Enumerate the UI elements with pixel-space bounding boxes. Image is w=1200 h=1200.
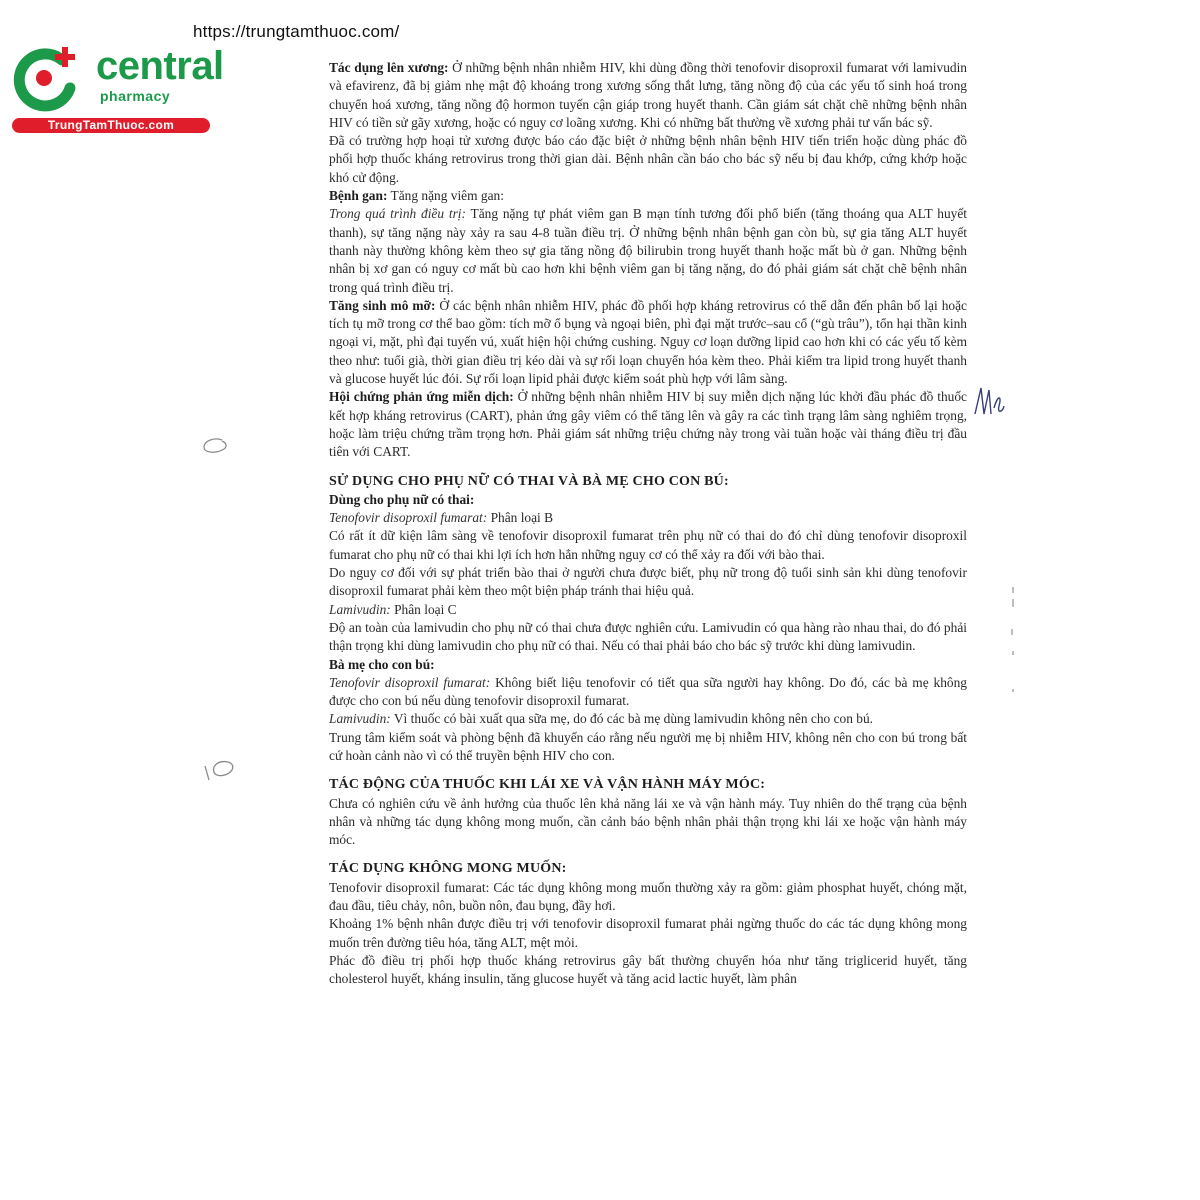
text-immune: Ở những bệnh nhân nhiễm HIV bị suy miễn dịch nặng lúc khởi đầu phác đồ thuốc kết hợp kháng retrovirus (CART), phản ứng gây viêm có thể tăng lên và gây ra các tình trạng lâm sàng nghiêm trọng, hoặc làm triệu chứng trầm trọng hơn. Phải giám sát những triệu chứng này trong vài tuần hoặc vài tháng điều trị đầu tiên với CART. <box>329 389 967 460</box>
site-url[interactable]: https://trungtamthuoc.com/ <box>193 22 400 41</box>
paragraph-liver <box>329 187 967 205</box>
label-liver-treatment: Trong quá trình điều trị: <box>329 206 466 222</box>
paragraph-lipo <box>329 297 967 388</box>
paragraph-driving: Chưa có nghiên cứu về ảnh hưởng của thuốc lên khả năng lái xe và vận hành máy. Tuy nhiên do thể trạng của bệnh nhân và những tác dụng không mong muốn, cần cảnh báo bệnh nhân phải thận trọng khi lái xe hoặc vận hành máy móc. <box>329 795 967 848</box>
heading-adverse: TÁC DỤNG KHÔNG MONG MUỐN: <box>329 861 567 877</box>
paragraph-adverse-3: Phác đồ điều trị phối hợp thuốc kháng retrovirus gây bất thường chuyển hóa như tăng triglicerid huyết, tăng cholesterol huyết, kháng insulin, tăng glucose huyết và tăng acid lactic huyết, làm phân <box>329 952 967 987</box>
text-liver-2: Tăng nặng tự phát viêm gan B mạn tính tương đối phổ biến (tăng thoáng qua ALT huyết thanh), sự tăng nặng này xảy ra sau 4-8 tuần điều trị. Ở những bệnh nhân bệnh gan còn bù, sự gia tăng ALT huyết thanh này thường không kèm theo sự gia tăng nồng độ bilirubin trong huyết thanh hoặc mất bù ở gan. Những bệnh nhân bị xơ gan có nguy cơ mất bù cao hơn khi bệnh viêm gan bị tăng nặng, do đó phải giám sát chặt chẽ bệnh nhân trong quá trình điều trị. <box>329 206 967 295</box>
label-bone: Tác dụng lên xương: <box>329 60 449 75</box>
label-immune: Hội chứng phản ứng miễn dịch: <box>329 389 514 405</box>
heading-pregnancy: SỬ DỤNG CHO PHỤ NỮ CÓ THAI VÀ BÀ MẸ CHO CON BÚ: <box>329 473 729 489</box>
paragraph-tdf-class <box>329 509 967 527</box>
label-pregnant: Dùng cho phụ nữ có thai: <box>329 491 475 507</box>
label-tdf: Tenofovir disoproxil fumarat: <box>329 510 488 526</box>
paragraph-immune <box>329 388 967 461</box>
paragraph-pregnancy-3: Độ an toàn của lamivudin cho phụ nữ có thai chưa được nghiên cứu. Lamivudin có qua hàng rào nhau thai, do đó phải thận trọng khi dùng lamivudin cho phụ nữ có thai. Nếu có thai phải báo cho bác sỹ trước khi dùng lamivudin. <box>329 619 967 654</box>
paragraph-pregnancy-2: Do nguy cơ đối với sự phát triển bào thai ở người chưa được biết, phụ nữ trong độ tuổi sinh sản khi dùng tenofovir disoproxil fumarat phải kèm theo một biện pháp tránh thai hiệu quả. <box>329 565 967 599</box>
logo-banner[interactable]: TrungTamThuoc.com <box>12 118 210 133</box>
text-liver: Tăng nặng viêm gan: <box>387 188 504 204</box>
handwritten-ten-mark <box>202 756 236 782</box>
label-lam-2: Lamivudin: <box>329 711 391 727</box>
document-body <box>329 59 967 989</box>
edge-scan-marks <box>1008 585 1018 695</box>
label-tdf-2: Tenofovir disoproxil fumarat: <box>329 674 491 690</box>
label-lipo: Tăng sinh mô mỡ: <box>329 297 436 313</box>
text-lipo: Ở các bệnh nhân nhiễm HIV, phác đồ phối hợp kháng retrovirus có thể dẫn đến phân bố lại hoặc tích tụ mỡ trong cơ thể bao gồm: tích mỡ ổ bụng và ngoại biên, phì đại mặt trước–sau cổ (“gù trâu”), tổn hại thần kinh ngoại vi, mặt, phì đại tuyến vú, xuất hiện hội chứng cushing. Nguy cơ loạn dưỡng lipid cao hơn khi có các yếu tố kèm theo như: tuổi già, thời gian điều trị kéo dài và sự rối loạn chuyển hóa kèm theo. Phải kiểm tra lipid trong huyết thanh và glucose huyết lúc đói. Sự rối loạn lipid phải được kiểm soát phù hợp với lâm sàng. <box>329 297 967 387</box>
paragraph-bone-2: Đã có trường hợp hoại tử xương được báo cáo đặc biệt ở những bệnh nhân bệnh HIV tiến triển hoặc dùng phác đồ phối hợp thuốc kháng retrovirus trong thời gian dài. Bệnh nhân cần báo cho bác sỹ nếu bị đau khớp, cứng khớp hoặc khó cử động. <box>329 133 967 185</box>
text-tdf-class: Phân loại B <box>487 510 554 526</box>
paragraph-breastfeeding-lam <box>329 710 967 728</box>
paragraph-adverse-1: Tenofovir disoproxil fumarat: Các tác dụng không mong muốn thường xảy ra gồm: giảm phosphat huyết, chóng mặt, đau đầu, tiêu chảy, nôn, buồn nôn, đau bụng, đầy hơi. <box>329 879 967 914</box>
label-liver: Bệnh gan: <box>329 188 388 204</box>
label-lam: Lamivudin: <box>329 601 391 617</box>
handwritten-circle-mark <box>200 435 230 457</box>
paragraph-adverse-2: Khoảng 1% bệnh nhân được điều trị với tenofovir disoproxil fumarat phải ngừng thuốc do các tác dụng không mong muốn trên đường tiêu hóa, tăng ALT, mệt mỏi. <box>329 916 967 950</box>
text-bone: Ở những bệnh nhân nhiễm HIV, khi dùng đồng thời tenofovir disoproxil fumarat với lamivudin và efavirenz, đã bị giảm nhẹ mật độ khoáng trong xương sống thắt lưng, tăng nồng độ của các yếu tố sinh hoá trong chuyển hoá xương, tăng nồng độ hormon tuyến cận giáp trong huyết thanh. Cần giám sát chặt chẽ những bệnh nhân HIV có tiền sử gãy xương, hoặc có nguy cơ loãng xương. Khi có những bất thường về xương phải tư vấn bác sỹ. <box>329 60 967 130</box>
paragraph-breastfeeding-tdf <box>329 674 967 711</box>
paragraph-breastfeeding-cdc: Trung tâm kiểm soát và phòng bệnh đã khuyến cáo rằng nếu người mẹ bị nhiễm HIV, không nên cho con bú trong bất cứ hoàn cảnh nào vì có thể truyền bệnh HIV cho con. <box>329 729 967 763</box>
paragraph-lam-class <box>329 601 967 619</box>
pharmacy-logo <box>10 38 224 138</box>
signature-mark <box>972 384 1006 420</box>
text-breastfeeding-lam: Vì thuốc có bài xuất qua sữa mẹ, do đó các bà mẹ dùng lamivudin không nên cho con bú. <box>390 711 874 727</box>
logo-name: central <box>96 44 224 88</box>
text-lam-class: Phân loại C <box>390 601 457 617</box>
text-breastfeeding-tdf: Không biết liệu tenofovir có tiết qua sữa người hay không. Do đó, các bà mẹ không được cho con bú nếu dùng tenofovir disoproxil fumarat. <box>329 674 967 709</box>
paragraph-bone <box>329 59 967 132</box>
paragraph-pregnancy-1: Có rất ít dữ kiện lâm sàng về tenofovir disoproxil fumarat trên phụ nữ có thai do đó chỉ dùng tenofovir disoproxil fumarat cho phụ nữ có thai khi lợi ích hơn hẳn những nguy cơ có thể xảy ra đối với bào thai. <box>329 528 967 562</box>
paragraph-liver-2 <box>329 205 967 296</box>
subheading-breastfeeding <box>329 656 967 674</box>
subheading-pregnant <box>329 491 967 509</box>
central-pharmacy-logo-icon <box>10 38 90 118</box>
logo-subtitle: pharmacy <box>100 88 171 104</box>
heading-driving: TÁC ĐỘNG CỦA THUỐC KHI LÁI XE VÀ VẬN HÀNH MÁY MÓC: <box>329 777 766 793</box>
label-breastfeeding: Bà mẹ cho con bú: <box>329 656 435 672</box>
